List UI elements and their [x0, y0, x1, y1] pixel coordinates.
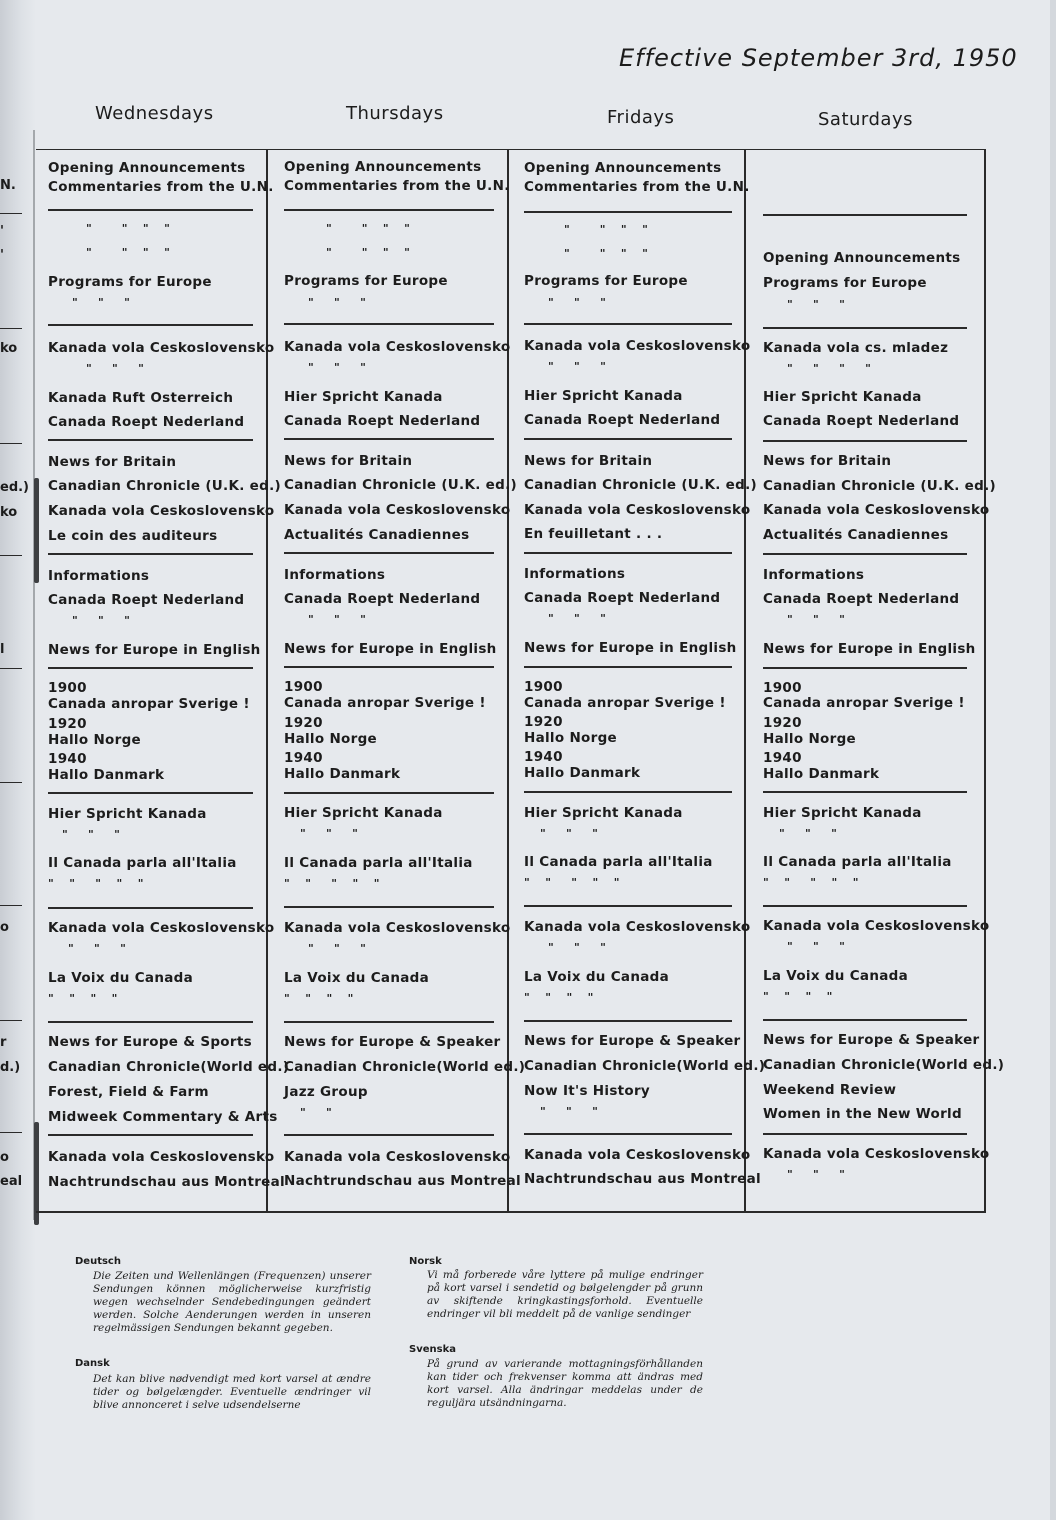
program-entry: Kanada vola Ceskoslovensko: [524, 338, 751, 354]
program-entry: Hier Spricht Kanada: [284, 805, 443, 821]
fragment-text: d.): [0, 1060, 21, 1075]
program-entry: Canada anropar Sverige !: [763, 695, 965, 711]
block-divider: [48, 1021, 253, 1023]
ditto-marks: " " " " ": [48, 877, 145, 890]
program-entry: Canada Roept Nederland: [48, 592, 245, 608]
fragment-text: l: [0, 642, 5, 657]
note-heading-deutsch: Deutsch: [75, 1256, 121, 1267]
block-divider: [763, 214, 967, 216]
ditto-marks: " " " ": [326, 246, 411, 259]
program-entry: Hallo Danmark: [763, 766, 880, 782]
program-entry: Kanada vola Ceskoslovensko: [284, 502, 511, 518]
fragment-text: ': [0, 224, 4, 239]
program-entry: News for Europe & Speaker: [763, 1032, 980, 1048]
ditto-marks: " " " ": [763, 990, 834, 1003]
ditto-marks: " " ": [86, 362, 145, 375]
fragment-text: ed.): [0, 480, 30, 495]
program-entry: Programs for Europe: [763, 275, 927, 291]
program-entry: Opening Announcements: [524, 160, 722, 176]
ditto-marks: " " ": [540, 1105, 599, 1118]
block-divider: [763, 667, 967, 669]
block-divider: [524, 905, 732, 907]
program-entry: News for Europe in English: [763, 641, 976, 657]
program-entry: Kanada vola Ceskoslovensko: [763, 1146, 990, 1162]
block-divider: [763, 553, 967, 555]
program-entry: Il Canada parla all'Italia: [524, 854, 713, 870]
program-entry: La Voix du Canada: [524, 969, 670, 985]
program-entry: Canadian Chronicle (U.K. ed.): [763, 478, 996, 494]
program-entry: Canadian Chronicle(World ed.): [763, 1057, 1005, 1073]
program-entry: News for Europe & Speaker: [524, 1033, 741, 1049]
program-entry: Canada Roept Nederland: [284, 591, 481, 607]
program-entry: Kanada vola Ceskoslovensko: [284, 920, 511, 936]
ditto-marks: " " " ": [787, 362, 872, 375]
program-entry: Canada Roept Nederland: [284, 413, 481, 429]
ditto-marks: " " " ": [564, 223, 649, 236]
program-entry: Jazz Group: [284, 1084, 368, 1100]
day-heading-saturdays: Saturdays: [818, 109, 913, 130]
program-entry: 1940: [284, 750, 323, 766]
note-text-svenska: På grund av varierande mottagningsförhållanden kan tider och frekvenser komma att ändras med kort varsel. Alla ändringar meddelas under de reguljära utsändningarna.: [427, 1358, 703, 1409]
ditto-marks: " " " ": [524, 991, 595, 1004]
ditto-marks: " " ": [787, 940, 846, 953]
program-entry: News for Europe in English: [284, 641, 497, 657]
column-divider: [266, 149, 268, 1211]
program-entry: News for Britain: [763, 453, 892, 469]
spine-fold: [33, 130, 35, 1220]
ditto-marks: " ": [300, 1106, 333, 1119]
ditto-marks: " " ": [308, 361, 367, 374]
program-entry: Forest, Field & Farm: [48, 1084, 209, 1100]
block-divider: [48, 907, 253, 909]
program-entry: Hallo Norge: [763, 731, 856, 747]
program-entry: Kanada vola Ceskoslovensko: [48, 920, 275, 936]
program-entry: Canada Roept Nederland: [763, 591, 960, 607]
program-entry: News for Britain: [48, 454, 177, 470]
block-divider: [524, 666, 732, 668]
block-divider: [524, 438, 732, 440]
ditto-marks: " " ": [548, 941, 607, 954]
program-entry: Informations: [48, 568, 150, 584]
ditto-marks: " " ": [308, 942, 367, 955]
block-divider: [763, 1019, 967, 1021]
ditto-marks: " " " ": [326, 222, 411, 235]
fragment-text: N.: [0, 178, 16, 193]
program-entry: Commentaries from the U.N.: [284, 178, 510, 194]
ditto-marks: " " ": [62, 828, 121, 841]
program-entry: En feuilletant . . .: [524, 526, 663, 542]
block-divider: [524, 211, 732, 213]
block-divider: [524, 791, 732, 793]
program-entry: Hier Spricht Kanada: [524, 388, 683, 404]
ditto-marks: " " " ": [564, 247, 649, 260]
program-entry: Kanada vola Ceskoslovensko: [284, 1149, 511, 1165]
ditto-marks: " " ": [779, 827, 838, 840]
note-text-dansk: Det kan blive nødvendigt med kort varsel at ændre tider og bølgelængder. Eventuelle ændringer vil blive annonceret i selve udsendelserne: [93, 1373, 371, 1411]
program-entry: Canadian Chronicle (U.K. ed.): [284, 477, 517, 493]
ditto-marks: " " ": [72, 296, 131, 309]
ditto-marks: " " ": [787, 1168, 846, 1181]
ditto-marks: " " " " ": [524, 876, 621, 889]
ditto-marks: " " " ": [284, 992, 355, 1005]
block-divider: [284, 1021, 494, 1023]
program-entry: News for Britain: [524, 453, 653, 469]
page-edge: [1050, 0, 1056, 1520]
fragment-text: ko: [0, 341, 18, 356]
ditto-marks: " " " ": [86, 246, 171, 259]
program-entry: Hier Spricht Kanada: [48, 806, 207, 822]
block-divider: [284, 792, 494, 794]
block-divider: [284, 666, 494, 668]
program-entry: Canada Roept Nederland: [763, 413, 960, 429]
ditto-marks: " " ": [548, 612, 607, 625]
program-entry: Hallo Norge: [284, 731, 377, 747]
program-entry: News for Europe & Sports: [48, 1034, 252, 1050]
fragment-text: o: [0, 920, 9, 935]
program-entry: Canadian Chronicle(World ed.): [48, 1059, 290, 1075]
program-entry: Kanada vola Ceskoslovensko: [48, 1149, 275, 1165]
program-entry: Il Canada parla all'Italia: [48, 855, 237, 871]
program-entry: Hier Spricht Kanada: [763, 389, 922, 405]
program-entry: Kanada vola Ceskoslovensko: [524, 502, 751, 518]
block-divider: [48, 209, 253, 211]
program-entry: Il Canada parla all'Italia: [763, 854, 952, 870]
program-entry: Hallo Danmark: [284, 766, 401, 782]
program-entry: Hier Spricht Kanada: [524, 805, 683, 821]
block-divider: [763, 791, 967, 793]
program-entry: 1920: [524, 714, 563, 730]
program-entry: 1920: [284, 715, 323, 731]
program-entry: Opening Announcements: [48, 160, 246, 176]
block-divider: [48, 553, 253, 555]
program-entry: Women in the New World: [763, 1106, 962, 1122]
program-entry: Programs for Europe: [48, 274, 212, 290]
block-divider: [763, 327, 967, 329]
program-entry: 1900: [284, 679, 323, 695]
program-entry: 1920: [763, 715, 802, 731]
ditto-marks: " " ": [787, 298, 846, 311]
program-entry: Midweek Commentary & Arts: [48, 1109, 278, 1125]
previous-page-fragment: [0, 150, 30, 1210]
program-entry: Il Canada parla all'Italia: [284, 855, 473, 871]
program-entry: Le coin des auditeurs: [48, 528, 218, 544]
ditto-marks: " " ": [548, 360, 607, 373]
ditto-marks: " " ": [68, 942, 127, 955]
program-entry: Informations: [284, 567, 386, 583]
program-entry: Canadian Chronicle (U.K. ed.): [524, 477, 757, 493]
program-entry: Canada Roept Nederland: [524, 412, 721, 428]
program-entry: Kanada vola Ceskoslovensko: [284, 339, 511, 355]
program-entry: Canadian Chronicle (U.K. ed.): [48, 478, 281, 494]
program-entry: Programs for Europe: [524, 273, 688, 289]
program-entry: Canadian Chronicle(World ed.): [284, 1059, 526, 1075]
block-divider: [48, 1134, 253, 1136]
program-entry: News for Europe in English: [524, 640, 737, 656]
program-entry: Canada anropar Sverige !: [524, 695, 726, 711]
fragment-text: o: [0, 1150, 9, 1165]
program-entry: Kanada vola Ceskoslovensko: [763, 502, 990, 518]
fragment-text: r: [0, 1035, 7, 1050]
program-entry: 1940: [524, 749, 563, 765]
program-entry: Commentaries from the U.N.: [524, 179, 750, 195]
block-divider: [763, 905, 967, 907]
day-heading-fridays: Fridays: [607, 107, 675, 128]
program-entry: Canadian Chronicle(World ed.): [524, 1058, 766, 1074]
block-divider: [48, 792, 253, 794]
program-entry: Actualités Canadiennes: [284, 527, 470, 543]
ditto-marks: " " " " ": [763, 876, 860, 889]
program-entry: Commentaries from the U.N.: [48, 179, 274, 195]
block-divider: [524, 1133, 732, 1135]
fragment-text: eal: [0, 1174, 23, 1189]
block-divider: [48, 667, 253, 669]
ditto-marks: " " ": [548, 296, 607, 309]
program-entry: Kanada vola Ceskoslovensko: [763, 918, 990, 934]
column-divider: [507, 149, 509, 1211]
program-entry: Hier Spricht Kanada: [284, 389, 443, 405]
program-entry: 1940: [763, 750, 802, 766]
program-entry: La Voix du Canada: [763, 968, 909, 984]
program-entry: La Voix du Canada: [284, 970, 430, 986]
program-entry: Informations: [763, 567, 865, 583]
program-entry: Informations: [524, 566, 626, 582]
program-entry: Opening Announcements: [284, 159, 482, 175]
day-heading-wednesdays: Wednesdays: [95, 103, 214, 124]
ditto-marks: " " " ": [86, 222, 171, 235]
program-entry: Kanada vola Ceskoslovensko: [524, 919, 751, 935]
block-divider: [48, 324, 253, 326]
program-entry: Actualités Canadiennes: [763, 527, 949, 543]
program-entry: Kanada vola Ceskoslovensko: [48, 503, 275, 519]
block-divider: [524, 1020, 732, 1022]
program-entry: 1900: [48, 680, 87, 696]
program-entry: Now It's History: [524, 1083, 651, 1099]
note-text-norsk: Vi må forberede våre lyttere på mulige endringer på kort varsel i sendetid og bølgelengder på grunn av skiftende kringkastingsforhold. Eventuelle endringer vil bli meddelt på de vanlige sendinger: [427, 1269, 703, 1320]
block-divider: [763, 1133, 967, 1135]
fragment-text: ': [0, 248, 4, 263]
column-divider: [744, 149, 746, 1211]
program-entry: Weekend Review: [763, 1082, 897, 1098]
program-entry: Kanada vola Ceskoslovensko: [524, 1147, 751, 1163]
program-entry: Hallo Norge: [48, 732, 141, 748]
note-heading-dansk: Dansk: [75, 1358, 110, 1369]
program-entry: Kanada vola Ceskoslovensko: [48, 340, 275, 356]
program-entry: Kanada vola cs. mladez: [763, 340, 949, 356]
note-heading-svenska: Svenska: [409, 1344, 456, 1355]
block-divider: [763, 440, 967, 442]
program-entry: Nachtrundschau aus Montreal: [284, 1173, 521, 1189]
note-text-deutsch: Die Zeiten und Wellenlängen (Frequenzen) unserer Sendungen können möglicherweise kurzfristig wegen wechselnder Sendebedingungen geändert werden. Solche Aenderungen werden in unseren regelmässigen Sendungen bekannt gegeben.: [93, 1270, 371, 1334]
block-divider: [284, 1134, 494, 1136]
block-divider: [48, 439, 253, 441]
program-entry: Hallo Norge: [524, 730, 617, 746]
note-heading-norsk: Norsk: [409, 1256, 442, 1267]
fragment-text: ko: [0, 505, 18, 520]
program-entry: 1900: [763, 680, 802, 696]
block-divider: [524, 323, 732, 325]
program-entry: Programs for Europe: [284, 273, 448, 289]
ditto-marks: " " ": [308, 296, 367, 309]
program-entry: Canada Roept Nederland: [48, 414, 245, 430]
program-entry: News for Europe in English: [48, 642, 261, 658]
block-divider: [284, 906, 494, 908]
day-heading-thursdays: Thursdays: [346, 103, 444, 124]
ditto-marks: " " ": [540, 827, 599, 840]
program-entry: La Voix du Canada: [48, 970, 194, 986]
ditto-marks: " " ": [787, 613, 846, 626]
block-divider: [524, 552, 732, 554]
block-divider: [284, 209, 494, 211]
program-entry: Canada Roept Nederland: [524, 590, 721, 606]
program-entry: Canada anropar Sverige !: [284, 695, 486, 711]
program-entry: Hallo Danmark: [524, 765, 641, 781]
ditto-marks: " " " ": [48, 992, 119, 1005]
program-entry: Nachtrundschau aus Montreal: [48, 1174, 285, 1190]
program-entry: Hallo Danmark: [48, 767, 165, 783]
effective-date: Effective September 3rd, 1950: [619, 44, 1018, 72]
program-entry: 1940: [48, 751, 87, 767]
program-entry: Opening Announcements: [763, 250, 961, 266]
program-entry: Kanada Ruft Osterreich: [48, 390, 234, 406]
program-entry: Canada anropar Sverige !: [48, 696, 250, 712]
program-entry: Nachtrundschau aus Montreal: [524, 1171, 761, 1187]
block-divider: [284, 552, 494, 554]
block-divider: [284, 323, 494, 325]
block-divider: [284, 438, 494, 440]
program-entry: Hier Spricht Kanada: [763, 805, 922, 821]
program-entry: 1900: [524, 679, 563, 695]
ditto-marks: " " ": [72, 614, 131, 627]
program-entry: News for Britain: [284, 453, 413, 469]
ditto-marks: " " ": [308, 613, 367, 626]
ditto-marks: " " ": [300, 827, 359, 840]
ditto-marks: " " " " ": [284, 877, 381, 890]
program-entry: News for Europe & Speaker: [284, 1034, 501, 1050]
program-entry: 1920: [48, 716, 87, 732]
